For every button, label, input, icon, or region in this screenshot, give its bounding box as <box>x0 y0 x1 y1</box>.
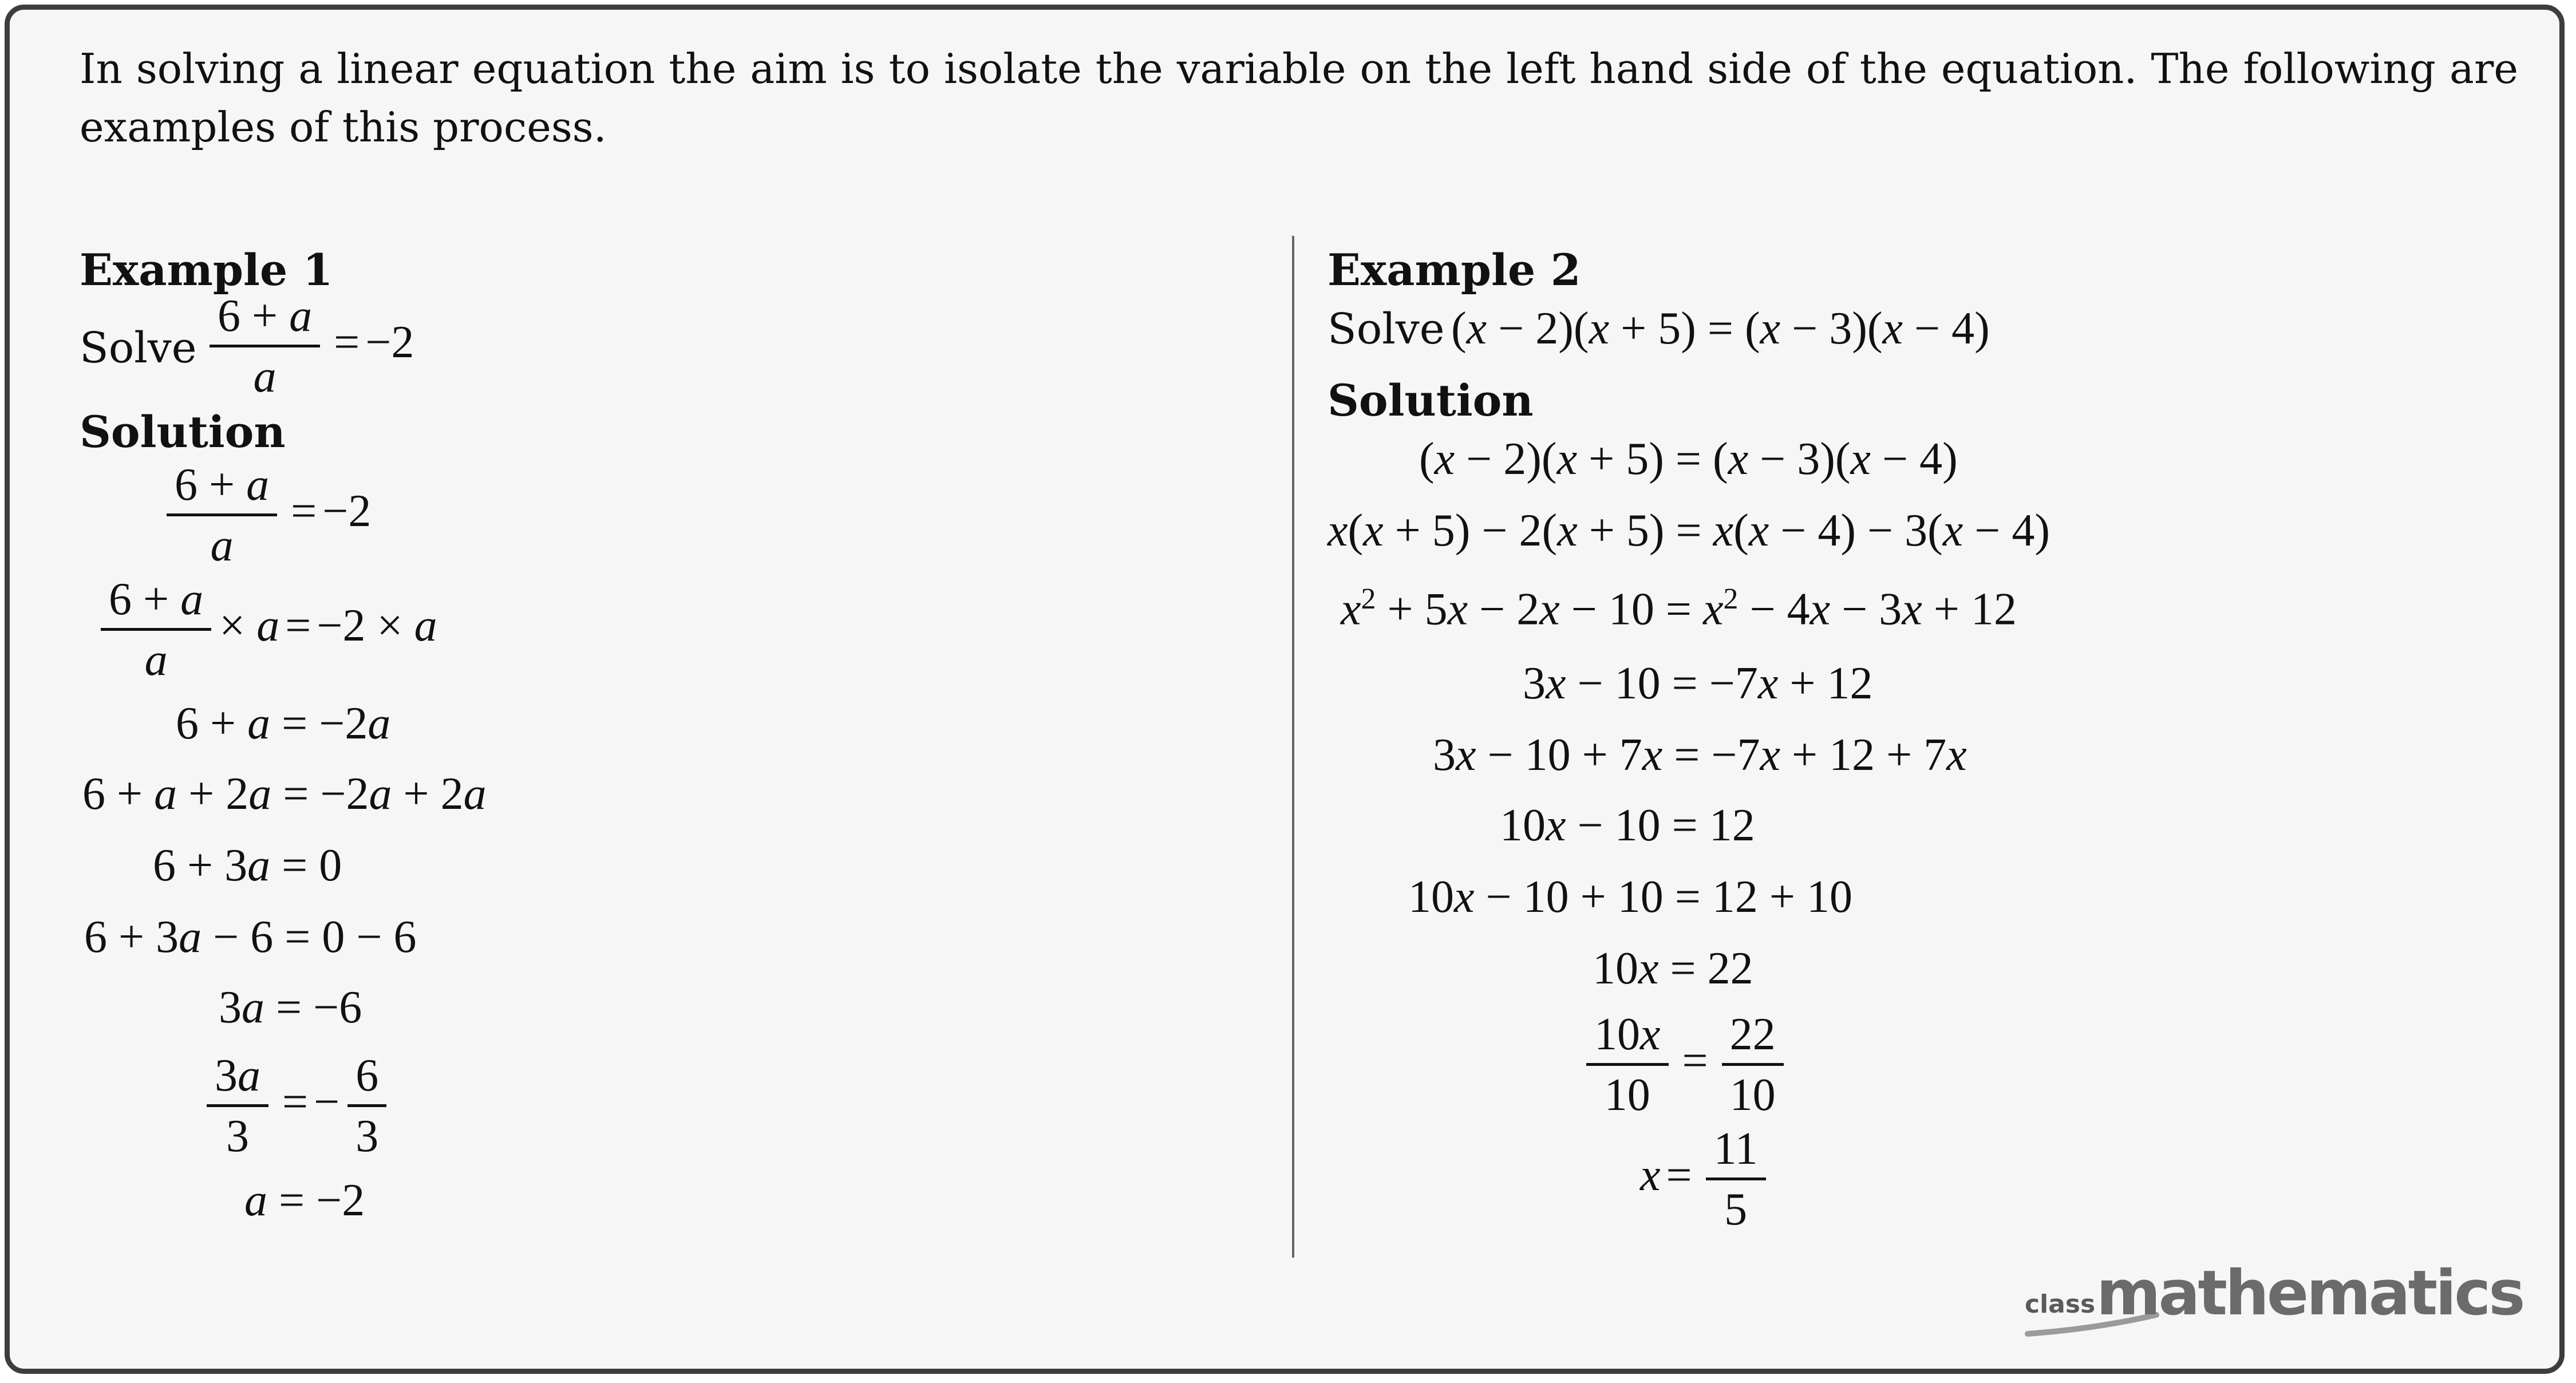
example1-step-4: 6 + a + 2a = −2a + 2a <box>82 769 487 819</box>
example1-solution-heading: Solution <box>80 406 286 457</box>
example2-step-5: 3x − 10 + 7x = −7x + 12 + 7x <box>1433 730 1967 780</box>
example1-step-6: 6 + 3a − 6 = 0 − 6 <box>84 912 417 962</box>
example1-step-5: 6 + 3a = 0 <box>153 840 342 891</box>
example2-step-4: 3x − 10 = −7x + 12 <box>1523 658 1873 709</box>
intro-text: In solving a linear equation the aim is to isolate the variable on the left hand side of the equation. The following are examples of this process. <box>80 45 2518 151</box>
example2-step-8: 10x = 22 <box>1593 943 1753 994</box>
example2-problem: (x − 2)(x + 5) = (x − 3)(x − 4) <box>1451 303 1990 354</box>
example2-step-10: x = $\frac{11}{5}$ <box>1640 1123 1774 1236</box>
example2-solve-label: Solve <box>1327 305 1445 354</box>
example2-step-6: 10x − 10 = 12 <box>1500 800 1755 851</box>
example2-step-1: (x − 2)(x + 5) = (x − 3)(x − 4) <box>1419 434 1958 484</box>
column-divider <box>1292 236 1294 1258</box>
logo-small-text: class <box>2025 1290 2096 1319</box>
example1-step-9: a = −2 <box>244 1175 365 1226</box>
class-mathematics-logo <box>2013 1258 2528 1338</box>
example2-step-9: $\frac{10x}{10}$ = $\frac{22}{10}$ <box>1578 1009 1792 1121</box>
example2-heading: Example 2 <box>1327 244 1581 295</box>
example1-step-2: $\frac{6 + a}{a}$ × a = −2 × a <box>93 574 437 686</box>
example1-step-7: 3a = −6 <box>219 982 362 1033</box>
worksheet-panel <box>5 5 2565 1374</box>
example1-step-8: $\frac{3a}{3}$ = − $\frac{6}{3}$ <box>199 1050 394 1163</box>
example2-step-3: $x^2 + 5x - 2x - 10 = x^2 - 4x - 3x + 12$ <box>1341 583 2017 635</box>
example1-solve-label: Solve <box>80 323 197 373</box>
example2-step-2: x(x + 5) − 2(x + 5) = x(x − 4) − 3(x − 4) <box>1327 505 2050 556</box>
example1-heading: Example 1 <box>80 244 333 295</box>
example1-problem: $\frac{6 + a}{a}$ = −2 <box>202 290 414 403</box>
example2-step-7: 10x − 10 + 10 = 12 + 10 <box>1408 872 1852 922</box>
example2-solution-heading: Solution <box>1327 375 1534 426</box>
example1-step-3: 6 + a = −2a <box>176 698 391 749</box>
example1-step-1: $\frac{6 + a}{a}$ = −2 <box>159 459 371 572</box>
logo-big-text: mathematics <box>2096 1258 2523 1329</box>
